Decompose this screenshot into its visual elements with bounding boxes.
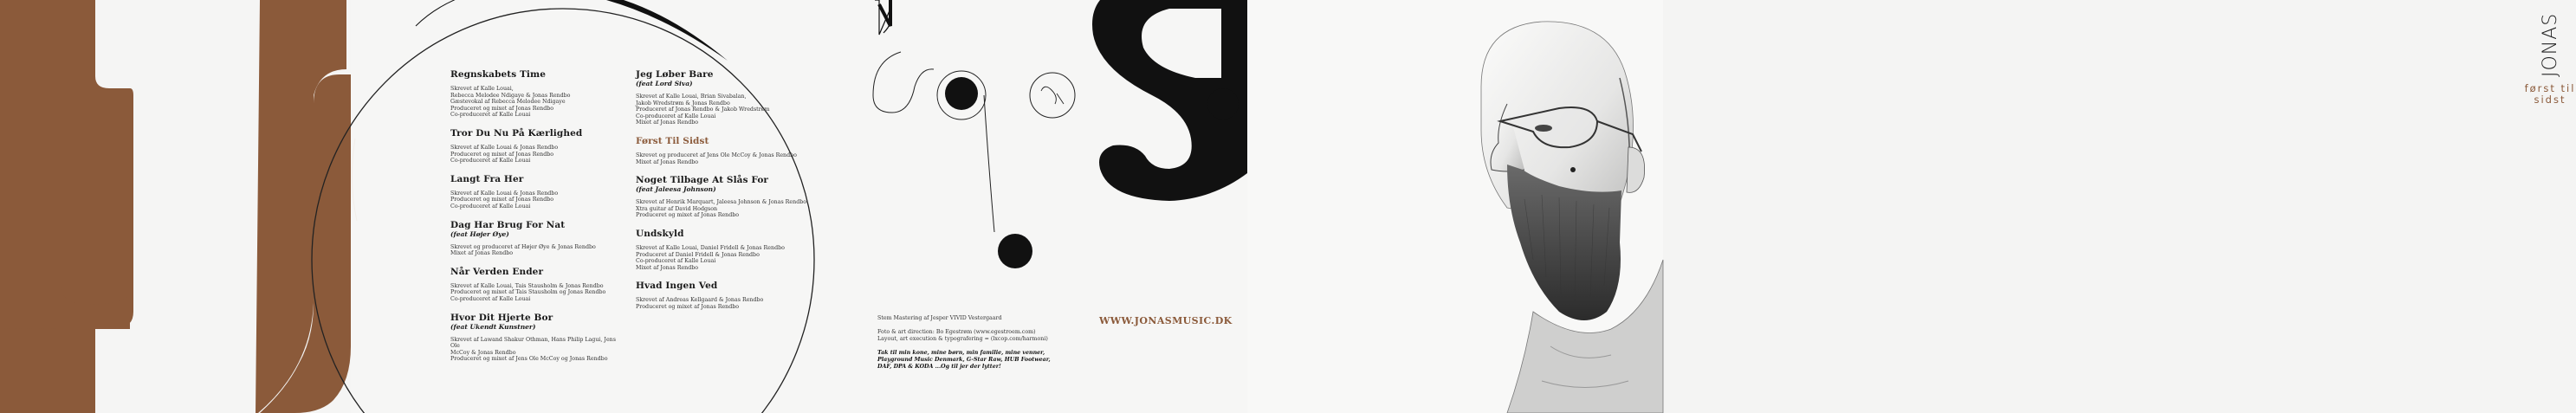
track-credit: Produceret af Jonas Rendbo & Jakob Wredstrøm [636, 106, 770, 113]
track-item [450, 220, 624, 257]
track-credit: Mixet af Jonas Rendbo [636, 119, 699, 126]
track-credit: Skrevet af Kalle Louai, Daniel Fridell & Jonas Rendbo [636, 244, 785, 251]
track-title-highlight: Først Til Sidst [636, 135, 709, 146]
left-art-panel [0, 0, 416, 413]
artist-name: JONAS [2539, 12, 2561, 78]
artist-portrait-illustration [1247, 0, 1663, 413]
track-credit: Co-produceret af Kalle Louai [450, 203, 531, 210]
track-credit: Co-produceret af Kalle Louai [450, 112, 531, 119]
track-title: Når Verden Ender [450, 266, 544, 277]
track-credit: Mixet af Jonas Rendbo [450, 250, 514, 257]
tracklist-panel [416, 0, 1247, 413]
track-credit: Skrevet af Andreas Kellgaard & Jonas Rendbo [636, 297, 764, 304]
album-brand [2524, 10, 2576, 106]
track-credit: Produceret og mixet af Jonas Rendbo [450, 197, 554, 203]
track-credit: Skrevet af Kalle Louai & Jonas Rendbo [450, 144, 559, 151]
track-item [636, 136, 809, 165]
track-title: Regnskabets Time [450, 69, 547, 80]
track-feat: (feat Højer Øye) [450, 229, 509, 238]
album-title-line2: sidst [2534, 94, 2566, 106]
track-feat: (feat Jaleesa Johnson) [636, 185, 716, 194]
track-feat: (feat Ukendt Kunstner) [450, 322, 536, 331]
album-title-line1: først til [2524, 82, 2576, 94]
track-credit: Co-produceret af Kalle Louai [636, 113, 716, 119]
track-credit: Skrevet og produceret af Højer Øye & Jonas Rendbo [450, 243, 596, 250]
album-credits [877, 315, 1068, 371]
tracklist-right-column [636, 69, 809, 320]
track-credit: Xtra guitar af David Hodgson [636, 205, 718, 212]
thanks-line: Playground Music Denmark, G-Star Raw, HUB Footwear, [877, 357, 1051, 363]
track-title: Dag Har Brug For Nat [450, 219, 566, 230]
track-credit: Produceret og mixet af Jonas Rendbo [450, 151, 554, 158]
track-title: Hvad Ingen Ved [636, 281, 718, 292]
track-item [450, 267, 624, 303]
thanks-line: Tak til min kone, mine børn, min familie, mine venner, [877, 350, 1045, 356]
thanks-line: DAF, DPA & KODA ...Og til jer der lytter! [877, 364, 1001, 370]
track-credit: Produceret og mixet af Jens Ole McCoy og Jonas Rendbo [450, 356, 608, 363]
credit-photo: Foto & art direction: Bo Egestrøm (www.egestroem.com) [877, 329, 1036, 335]
track-credit: Skrevet af Lawand Shakur Othman, Hans Philip Lagui, Jens Ole [450, 336, 616, 350]
track-credit: Produceret af Daniel Fridell & Jonas Rendbo [636, 251, 760, 258]
track-credit: Skrevet af Kalle Louai, Brian Sivabalan, [636, 94, 747, 100]
track-item [450, 174, 624, 210]
brown-letterform-art [0, 0, 416, 413]
tracklist-left-column [450, 69, 624, 372]
track-credit: Produceret og mixet af Tais Stausholm og Jonas Rendbo [450, 289, 606, 296]
track-credit: Mixet af Jonas Rendbo [636, 158, 699, 165]
track-credit: Rebecca Melodee Ndigaye & Jonas Rendbo [450, 92, 571, 99]
track-feat: (feat Lord Siva) [636, 80, 693, 87]
track-item [636, 175, 809, 219]
track-credit: Gæstevokal af Rebecca Melodee Ndigaye [450, 99, 566, 106]
track-credit: Co-produceret af Kalle Louai [450, 158, 531, 165]
track-credit: Skrevet af Kalle Louai, Tais Stausholm & Jonas Rendbo [450, 282, 604, 289]
track-item [636, 281, 809, 310]
track-credit: Skrevet af Kalle Louai, [450, 86, 514, 92]
track-item [636, 69, 809, 126]
track-title: Hvor Dit Hjerte Bor [450, 312, 553, 323]
track-credit: Skrevet af Henrik Marquart, Jaleesa Johnson & Jonas Rendbo [636, 199, 807, 206]
track-credit: Produceret og mixet af Jonas Rendbo [636, 212, 740, 219]
track-credit: Produceret og mixet af Jonas Rendbo [450, 105, 554, 112]
track-item [450, 69, 624, 119]
track-credit: Jakob Wredstrøm & Jonas Rendbo [636, 100, 730, 106]
track-credit: Mixet af Jonas Rendbo [636, 264, 699, 271]
track-credit: Skrevet og produceret af Jens Ole McCoy & Jonas Rendbo [636, 152, 797, 158]
track-credit: Produceret og mixet af Jonas Rendbo [636, 303, 740, 310]
track-title: Langt Fra Her [450, 173, 524, 184]
track-credit: Co-produceret af Kalle Louai [636, 258, 716, 265]
track-credit: McCoy & Jonas Rendbo [450, 349, 516, 356]
track-credit: Skrevet af Kalle Louai & Jonas Rendbo [450, 190, 559, 197]
portrait-panel [1247, 0, 2576, 413]
track-title: Jeg Løber Bare [636, 69, 714, 80]
track-item [450, 128, 624, 165]
website-link[interactable]: WWW.JONASMUSIC.DK [1099, 315, 1233, 326]
credit-mastering: Stem Mastering af Jesper VIVID Vestergaard [877, 315, 1002, 321]
track-item [636, 229, 809, 271]
track-credit: Co-produceret af Kalle Louai [450, 295, 531, 302]
track-title: Undskyld [636, 228, 684, 239]
credit-layout: Layout, art execution & typografering = (lxcop.com/harmoni) [877, 336, 1048, 342]
track-title: Tror Du Nu På Kærlighed [450, 127, 583, 139]
track-item [450, 313, 624, 363]
track-title: Noget Tilbage At Slås For [636, 175, 769, 186]
